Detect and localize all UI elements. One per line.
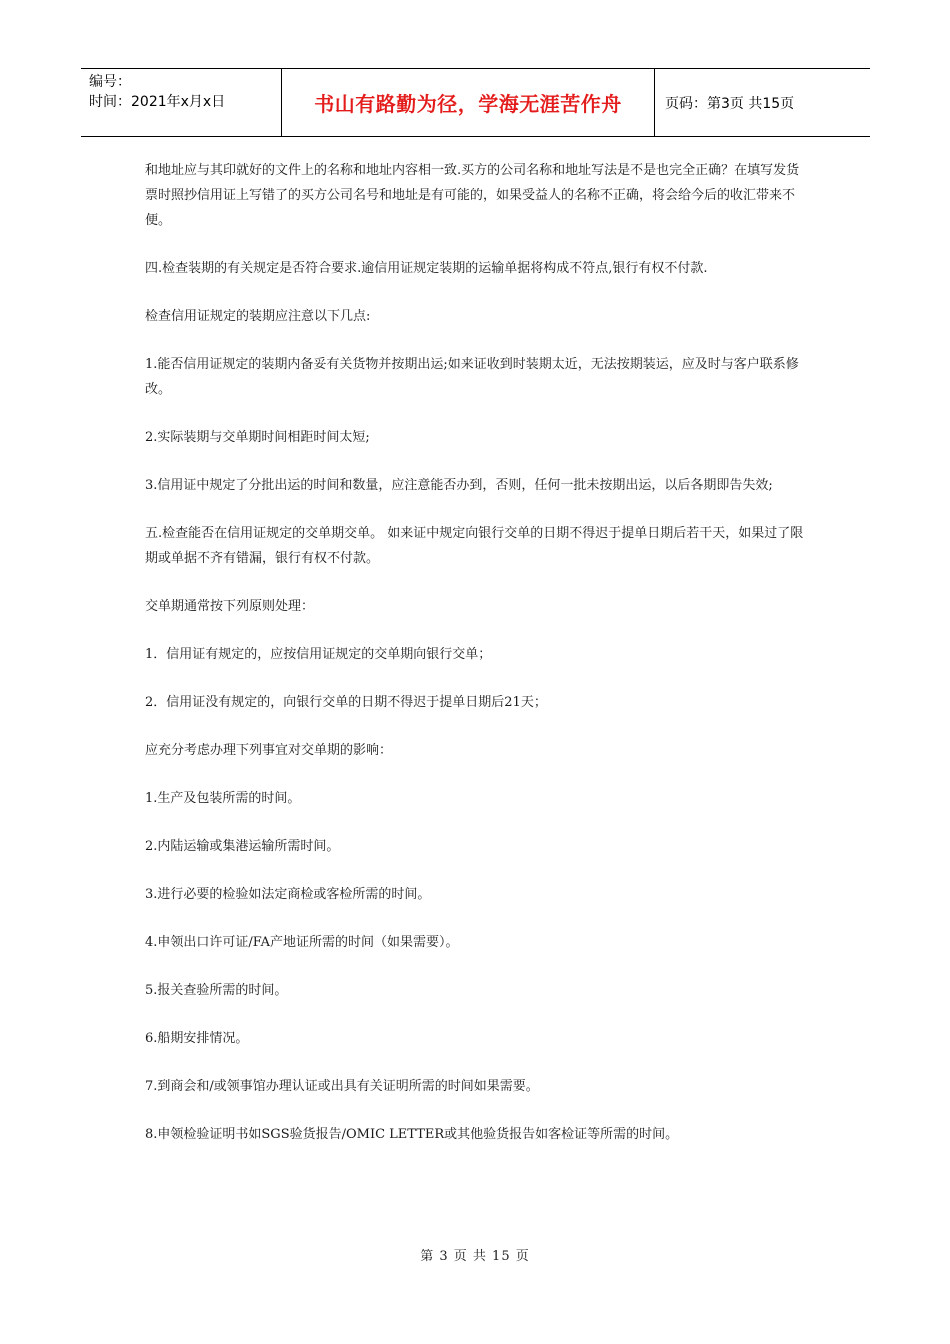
paragraph: 3.信用证中规定了分批出运的时间和数量，应注意能否办到，否则，任何一批未按期出运，以后各期即告失效;	[145, 478, 773, 493]
paragraph: 2．信用证没有规定的，向银行交单的日期不得迟于提单日期后21天；	[145, 695, 547, 710]
page-footer: 第 3 页 共 15 页	[420, 1249, 530, 1264]
paragraph: 五.检查能否在信用证规定的交单期交单。 如来证中规定向银行交单的日期不得迟于提单日期后若干天，如果过了限期或单据不齐有错漏，银行有权不付款。	[145, 526, 804, 566]
paragraph: 1．信用证有规定的，应按信用证规定的交单期向银行交单；	[145, 647, 492, 662]
header-page-number: 页码：第3页 共15页	[665, 95, 795, 112]
paragraph: 2.实际装期与交单期时间相距时间太短;	[145, 430, 370, 445]
paragraph: 4.申领出口许可证/FA产地证所需的时间（如果需要）。	[145, 935, 459, 950]
paragraph: 交单期通常按下列原则处理：	[145, 599, 315, 614]
paragraph: 1.能否信用证规定的装期内备妥有关货物并按期出运;如来证收到时装期太近，无法按期装运，应及时与客户联系修改。	[145, 357, 799, 397]
paragraph: 3.进行必要的检验如法定商检或客检所需的时间。	[145, 887, 431, 902]
paragraph: 1.生产及包装所需的时间。	[145, 791, 301, 806]
paragraph: 和地址应与其印就好的文件上的名称和地址内容相一致.买方的公司名称和地址写法是不是也完全正确？在填写发货票时照抄信用证上写错了的买方公司名号和地址是有可能的，如果受益人的名称不正确，将会给今后的收汇带来不便。	[145, 163, 800, 228]
paragraph: 2.内陆运输或集港运输所需时间。	[145, 839, 340, 854]
paragraph: 6.船期安排情况。	[145, 1031, 249, 1046]
document-body	[145, 158, 810, 1170]
serial-number-label: 编号：	[89, 74, 131, 90]
paragraph: 8.申领检验证明书如SGS验货报告/OMIC LETTER或其他验货报告如客检证等所需的时间。	[145, 1127, 679, 1142]
paragraph: 四.检查装期的有关规定是否符合要求.逾信用证规定装期的运输单据将构成不符点,银行有权不付款.	[145, 261, 708, 276]
paragraph: 7.到商会和/或领事馆办理认证或出具有关证明所需的时间如果需要。	[145, 1079, 539, 1094]
time-label: 时间：2021年x月x日	[89, 94, 226, 110]
header-motto: 书山有路勤为径，学海无涯苦作舟	[282, 69, 655, 136]
paragraph: 应充分考虑办理下列事宜对交单期的影响：	[145, 743, 393, 758]
header-info-cell	[81, 69, 282, 136]
paragraph: 检查信用证规定的装期应注意以下几点:	[145, 309, 371, 324]
paragraph: 5.报关查验所需的时间。	[145, 983, 288, 998]
document-header	[81, 68, 870, 137]
